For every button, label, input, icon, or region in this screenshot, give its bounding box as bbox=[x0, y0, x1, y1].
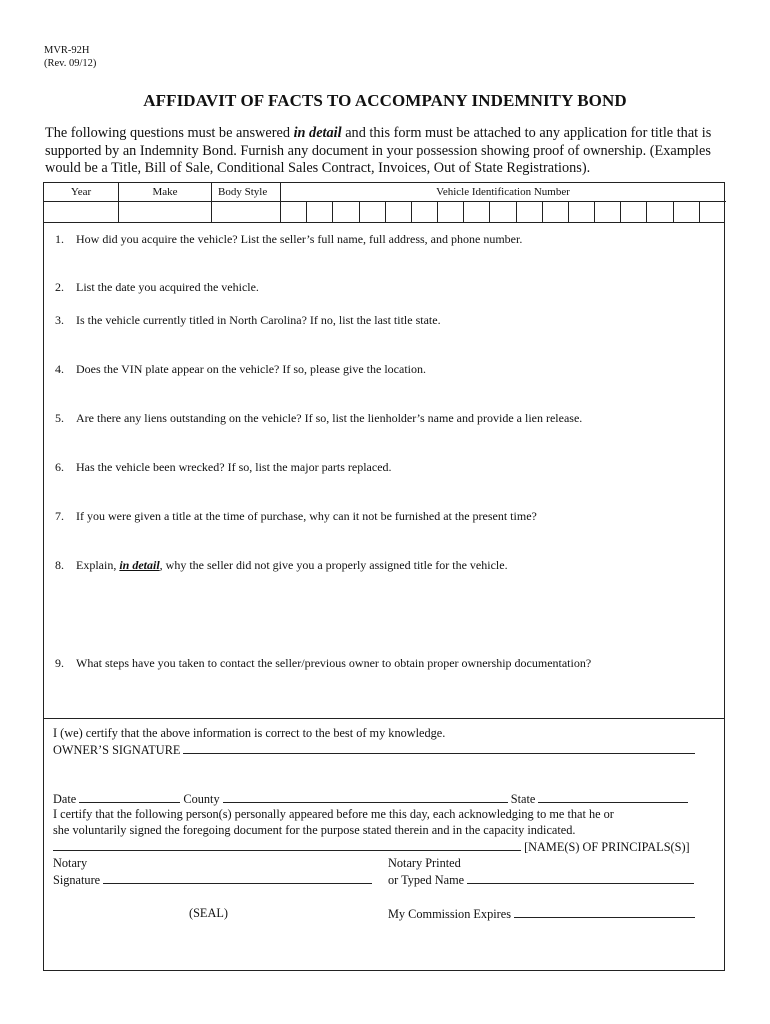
vin-char-box[interactable] bbox=[594, 201, 621, 223]
vin-header: Vehicle Identification Number bbox=[436, 186, 570, 198]
vin-char-box[interactable] bbox=[646, 201, 673, 223]
notary-label: Notary bbox=[53, 856, 88, 870]
vin-char-box[interactable] bbox=[437, 201, 464, 223]
body-style-field[interactable] bbox=[211, 201, 281, 223]
vin-char-box[interactable] bbox=[568, 201, 595, 223]
year-header: Year bbox=[70, 186, 92, 198]
vin-char-box[interactable] bbox=[359, 201, 386, 223]
certification-section bbox=[43, 719, 725, 971]
vin-char-box[interactable] bbox=[332, 201, 359, 223]
principals-row bbox=[53, 839, 690, 855]
intro-paragraph bbox=[45, 125, 735, 178]
question-2: 2. List the date you acquired the vehicle. bbox=[55, 280, 259, 294]
intro-emphasis: in detail bbox=[293, 125, 342, 141]
notary-signature-field[interactable] bbox=[103, 872, 372, 884]
vin-char-box[interactable] bbox=[489, 201, 516, 223]
typed-name-label: or Typed Name bbox=[388, 873, 465, 887]
vin-char-box[interactable] bbox=[411, 201, 438, 223]
vin-char-box[interactable] bbox=[280, 201, 307, 223]
body-style-header: Body Style bbox=[218, 186, 268, 198]
question-5: 5. Are there any liens outstanding on the vehicle? If so, list the lienholder’s name and provide a lien release. bbox=[55, 411, 583, 425]
vin-char-box[interactable] bbox=[699, 201, 726, 223]
vin-char-box[interactable] bbox=[673, 201, 700, 223]
state-field[interactable] bbox=[538, 791, 688, 803]
question-6: 6. Has the vehicle been wrecked? If so, list the major parts replaced. bbox=[55, 460, 392, 474]
typed-name-field[interactable] bbox=[467, 872, 694, 884]
vin-char-box[interactable] bbox=[306, 201, 333, 223]
make-header: Make bbox=[152, 186, 178, 198]
owner-signature-row bbox=[53, 742, 695, 758]
date-county-state-row bbox=[53, 791, 688, 807]
form-code bbox=[44, 44, 96, 70]
owner-signature-field[interactable] bbox=[183, 742, 695, 754]
certify-statement: I (we) certify that the above information is correct to the best of my knowledge. bbox=[53, 726, 446, 740]
principals-label: [NAME(S) OF PRINCIPALS(S)] bbox=[524, 840, 690, 854]
notary-statement-1: I certify that the following person(s) personally appeared before me this day, each acknowledging to me that he or bbox=[53, 807, 614, 821]
commission-label: My Commission Expires bbox=[388, 907, 511, 921]
commission-row bbox=[388, 906, 695, 922]
questions-section bbox=[43, 222, 725, 719]
date-field[interactable] bbox=[79, 791, 180, 803]
year-field[interactable] bbox=[43, 201, 119, 223]
vin-char-box[interactable] bbox=[516, 201, 543, 223]
principals-field[interactable] bbox=[53, 839, 521, 851]
vin-char-box[interactable] bbox=[463, 201, 490, 223]
state-label: State bbox=[510, 792, 536, 806]
seal-label: (SEAL) bbox=[189, 906, 228, 920]
notary-signature-row bbox=[53, 872, 372, 888]
owner-signature-label: OWNER’S SIGNATURE bbox=[53, 743, 181, 757]
question-1: 1. How did you acquire the vehicle? List the seller’s full name, full address, and phone number. bbox=[55, 232, 523, 246]
question-4: 4. Does the VIN plate appear on the vehicle? If so, please give the location. bbox=[55, 362, 426, 376]
county-label: County bbox=[183, 792, 220, 806]
form-revision: (Rev. 09/12) bbox=[44, 58, 97, 69]
county-field[interactable] bbox=[223, 791, 508, 803]
notary-printed-label: Notary Printed bbox=[388, 856, 461, 870]
question-9: 9. What steps have you taken to contact the seller/previous owner to obtain proper ownership documentation? bbox=[55, 656, 592, 670]
question-8-emphasis: in detail bbox=[119, 558, 160, 572]
signature-label: Signature bbox=[53, 873, 101, 887]
typed-name-row bbox=[388, 872, 694, 888]
question-8: 8. Explain, in detail, why the seller did not give you a properly assigned title for the vehicle. bbox=[55, 558, 508, 572]
question-3: 3. Is the vehicle currently titled in North Carolina? If no, list the last title state. bbox=[55, 313, 441, 327]
vin-char-box[interactable] bbox=[620, 201, 647, 223]
commission-expires-field[interactable] bbox=[514, 906, 695, 918]
question-7: 7. If you were given a title at the time of purchase, why can it not be furnished at the present time? bbox=[55, 509, 537, 523]
intro-text-1: The following questions must be answered bbox=[45, 125, 294, 141]
vin-char-box[interactable] bbox=[542, 201, 569, 223]
notary-statement-2: she voluntarily signed the foregoing document for the purpose stated therein and in the capacity indicated. bbox=[53, 823, 576, 837]
vin-char-box[interactable] bbox=[385, 201, 412, 223]
intro-text-2: and this form must be attached to any application for title that is supported by an Indemnity Bond. Furnish any document in your possession showing proof of ownership. (Examples would be a Title, Bill of Sale, Conditional Sales Contract, Invoices, Out of State Registrations). bbox=[45, 125, 712, 176]
vehicle-table bbox=[43, 182, 725, 222]
make-field[interactable] bbox=[118, 201, 212, 223]
form-number: MVR-92H bbox=[44, 45, 90, 56]
date-label: Date bbox=[53, 792, 77, 806]
page-title: AFFIDAVIT OF FACTS TO ACCOMPANY INDEMNITY BOND bbox=[143, 91, 627, 110]
